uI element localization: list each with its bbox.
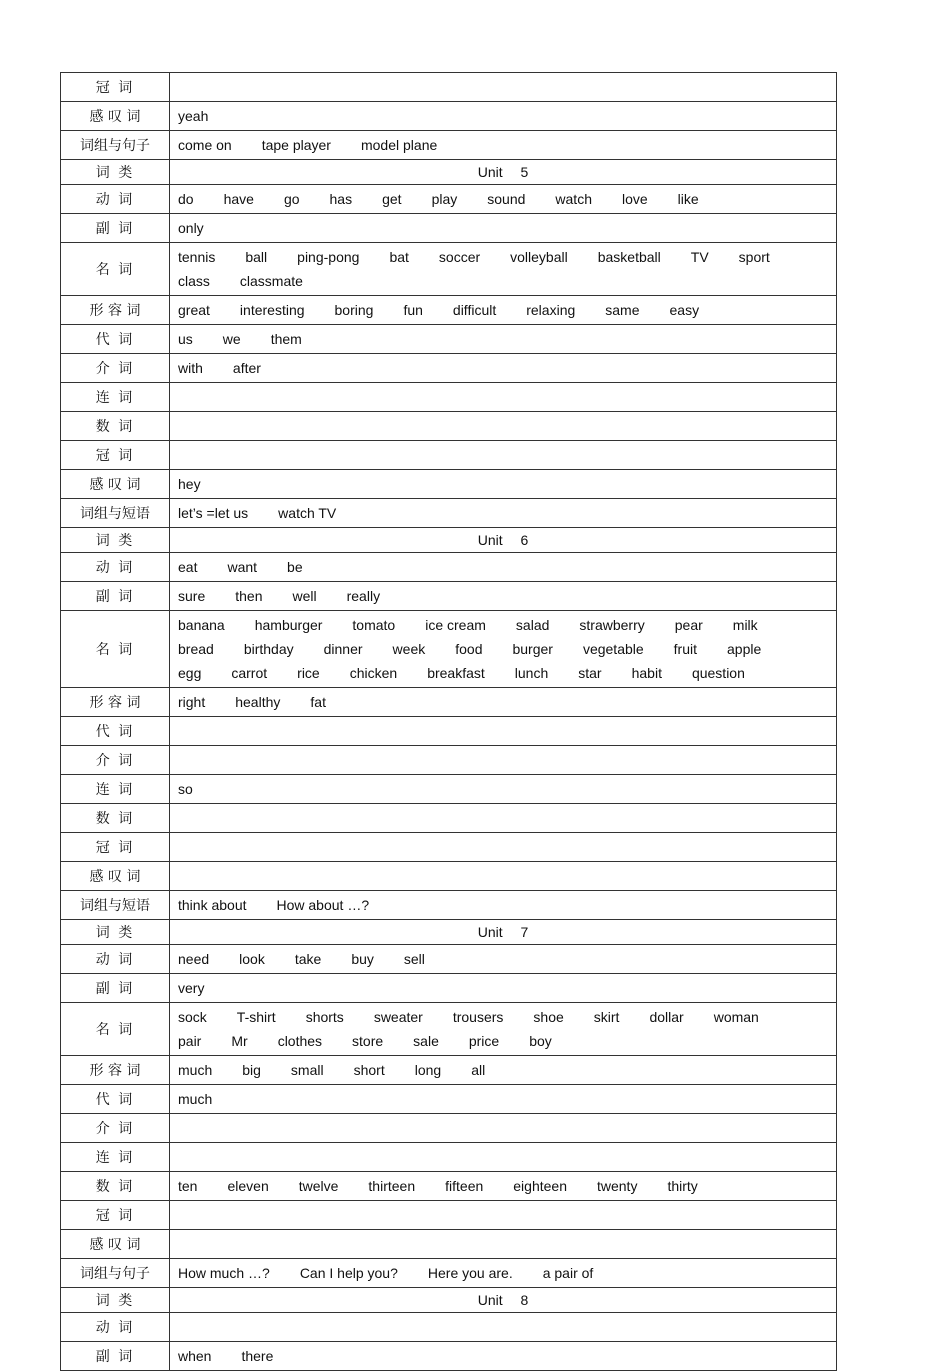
word: has	[329, 191, 353, 207]
word-line	[178, 1145, 836, 1169]
word-line	[178, 947, 836, 971]
word-line	[178, 1203, 836, 1227]
word: look	[239, 951, 265, 967]
words-cell	[170, 717, 837, 746]
word: How much …?	[178, 1265, 270, 1281]
category-cell: 介 词	[61, 354, 170, 383]
table-row	[61, 131, 837, 160]
word-line	[178, 637, 836, 661]
words-cell	[170, 1342, 837, 1371]
category-cell: 代 词	[61, 717, 170, 746]
category-cell: 词组与短语	[61, 891, 170, 920]
table-row	[61, 441, 837, 470]
table-row	[61, 185, 837, 214]
table-row	[61, 1342, 837, 1371]
word: woman	[713, 1009, 759, 1025]
word-line	[178, 661, 836, 685]
word: right	[178, 694, 206, 710]
table-row	[61, 296, 837, 325]
word: thirty	[667, 1178, 698, 1194]
table-row	[61, 499, 837, 528]
words-cell	[170, 945, 837, 974]
word: How about …?	[276, 897, 370, 913]
word: small	[290, 1062, 324, 1078]
word: play	[431, 191, 458, 207]
table-row	[61, 354, 837, 383]
word: come on	[178, 137, 232, 153]
word: be	[287, 559, 303, 575]
words-cell	[170, 102, 837, 131]
word: healthy	[235, 694, 281, 710]
words-cell	[170, 804, 837, 833]
category-cell: 形 容 词	[61, 1056, 170, 1085]
words-cell	[170, 891, 837, 920]
unit-title: Unit 6	[477, 532, 529, 548]
word-line	[178, 245, 836, 269]
word: apple	[727, 641, 762, 657]
unit-title: Unit 5	[477, 164, 529, 180]
word-line	[178, 777, 836, 801]
category-cell: 副 词	[61, 214, 170, 243]
word: interesting	[239, 302, 305, 318]
category-cell: 感 叹 词	[61, 862, 170, 891]
category-cell: 词组与句子	[61, 131, 170, 160]
word: classmate	[239, 273, 303, 289]
word: habit	[631, 665, 662, 681]
word: like	[677, 191, 699, 207]
word: sport	[738, 249, 770, 265]
category-cell: 连 词	[61, 383, 170, 412]
table-row	[61, 73, 837, 102]
word: there	[241, 1348, 274, 1364]
category-cell: 副 词	[61, 1342, 170, 1371]
word: great	[178, 302, 210, 318]
words-cell	[170, 862, 837, 891]
word-line	[178, 1174, 836, 1198]
word-line	[178, 443, 836, 467]
word: vegetable	[582, 641, 644, 657]
word: boring	[334, 302, 374, 318]
words-cell	[170, 73, 837, 102]
table-row	[61, 862, 837, 891]
word: hey	[178, 476, 201, 492]
word: fun	[403, 302, 423, 318]
word: birthday	[243, 641, 294, 657]
unit-title-cell	[170, 528, 837, 553]
word: then	[235, 588, 263, 604]
category-cell: 冠 词	[61, 73, 170, 102]
table-row	[61, 325, 837, 354]
word-line	[178, 327, 836, 351]
category-cell: 名 词	[61, 243, 170, 296]
word: T-shirt	[236, 1009, 276, 1025]
words-cell	[170, 412, 837, 441]
word: think about	[178, 897, 247, 913]
unit-header-row	[61, 1288, 837, 1313]
word: sell	[403, 951, 425, 967]
word: take	[294, 951, 322, 967]
word-line	[178, 976, 836, 1000]
word: question	[691, 665, 745, 681]
table-row	[61, 553, 837, 582]
words-cell	[170, 974, 837, 1003]
words-cell	[170, 131, 837, 160]
category-cell: 名 词	[61, 1003, 170, 1056]
word-line	[178, 690, 836, 714]
word: clothes	[277, 1033, 323, 1049]
words-cell	[170, 296, 837, 325]
table-row	[61, 688, 837, 717]
word: watch	[555, 191, 592, 207]
word: so	[178, 781, 193, 797]
word: milk	[732, 617, 758, 633]
category-cell: 介 词	[61, 1114, 170, 1143]
vocabulary-document	[60, 72, 836, 1371]
word-line	[178, 75, 836, 99]
words-cell	[170, 1143, 837, 1172]
word-line	[178, 187, 836, 211]
word: hamburger	[254, 617, 323, 633]
word: banana	[178, 617, 225, 633]
word: well	[292, 588, 317, 604]
word: pear	[674, 617, 703, 633]
word: much	[178, 1062, 213, 1078]
word: with	[178, 360, 203, 376]
word: yeah	[178, 108, 209, 124]
category-cell: 词组与句子	[61, 1259, 170, 1288]
table-row	[61, 243, 837, 296]
word: a pair of	[542, 1265, 594, 1281]
word: we	[222, 331, 241, 347]
word: carrot	[231, 665, 268, 681]
table-row	[61, 1259, 837, 1288]
word: Can I help you?	[299, 1265, 398, 1281]
table-row	[61, 383, 837, 412]
unit-title-cell	[170, 1288, 837, 1313]
word: sound	[487, 191, 526, 207]
word: ball	[245, 249, 268, 265]
category-cell: 词 类	[61, 1288, 170, 1313]
word: us	[178, 331, 193, 347]
category-cell: 感 叹 词	[61, 470, 170, 499]
word-line	[178, 133, 836, 157]
word-line	[178, 555, 836, 579]
words-cell	[170, 441, 837, 470]
word: sale	[413, 1033, 439, 1049]
word: sure	[178, 588, 206, 604]
word: pair	[178, 1033, 202, 1049]
words-cell	[170, 354, 837, 383]
words-cell	[170, 746, 837, 775]
word: breakfast	[427, 665, 485, 681]
word: big	[242, 1062, 261, 1078]
table-row	[61, 470, 837, 499]
words-cell	[170, 775, 837, 804]
word: only	[178, 220, 204, 236]
word: chicken	[349, 665, 398, 681]
word: sweater	[373, 1009, 423, 1025]
words-cell	[170, 499, 837, 528]
words-cell	[170, 243, 837, 296]
table-row	[61, 582, 837, 611]
unit-title-cell	[170, 160, 837, 185]
table-row	[61, 804, 837, 833]
word: twelve	[298, 1178, 339, 1194]
word-line	[178, 1315, 836, 1339]
category-cell: 词 类	[61, 160, 170, 185]
word: buy	[351, 951, 374, 967]
table-row	[61, 1085, 837, 1114]
table-row	[61, 746, 837, 775]
word: price	[468, 1033, 500, 1049]
word-line	[178, 613, 836, 637]
unit-header-row	[61, 920, 837, 945]
word: love	[621, 191, 648, 207]
word: thirteen	[368, 1178, 416, 1194]
word: shorts	[305, 1009, 344, 1025]
words-cell	[170, 1114, 837, 1143]
word: class	[178, 273, 210, 289]
word: fruit	[673, 641, 698, 657]
word: sock	[178, 1009, 207, 1025]
category-cell: 数 词	[61, 1172, 170, 1201]
table-row	[61, 775, 837, 804]
table-row	[61, 1003, 837, 1056]
word: food	[455, 641, 483, 657]
word-line	[178, 1261, 836, 1285]
word: let’s =let us	[178, 505, 249, 521]
word-line	[178, 1029, 836, 1053]
table-row	[61, 974, 837, 1003]
word: when	[178, 1348, 212, 1364]
word: boy	[529, 1033, 552, 1049]
category-cell: 数 词	[61, 804, 170, 833]
category-cell: 名 词	[61, 611, 170, 688]
unit-header-row	[61, 528, 837, 553]
word: get	[382, 191, 402, 207]
word: star	[578, 665, 602, 681]
category-cell: 形 容 词	[61, 296, 170, 325]
table-row	[61, 1230, 837, 1259]
word-line	[178, 806, 836, 830]
word-line	[178, 719, 836, 743]
word-line	[178, 216, 836, 240]
category-cell: 冠 词	[61, 441, 170, 470]
word: much	[178, 1091, 213, 1107]
word: eighteen	[513, 1178, 567, 1194]
words-cell	[170, 1056, 837, 1085]
word-line	[178, 104, 836, 128]
category-cell: 副 词	[61, 974, 170, 1003]
word-line	[178, 1005, 836, 1029]
category-cell: 动 词	[61, 945, 170, 974]
category-cell: 词 类	[61, 920, 170, 945]
table-row	[61, 1114, 837, 1143]
word: TV	[690, 249, 709, 265]
word: need	[178, 951, 210, 967]
word-line	[178, 584, 836, 608]
word: go	[283, 191, 300, 207]
unit-header-row	[61, 160, 837, 185]
word: shoe	[533, 1009, 564, 1025]
words-cell	[170, 383, 837, 412]
category-cell: 动 词	[61, 185, 170, 214]
word: relaxing	[526, 302, 576, 318]
table-row	[61, 1201, 837, 1230]
table-row	[61, 945, 837, 974]
category-cell: 词组与短语	[61, 499, 170, 528]
category-cell: 感 叹 词	[61, 102, 170, 131]
word: them	[270, 331, 302, 347]
table-row	[61, 214, 837, 243]
word: skirt	[593, 1009, 620, 1025]
word: egg	[178, 665, 202, 681]
words-cell	[170, 688, 837, 717]
vocabulary-table-body	[61, 73, 837, 1371]
word: short	[353, 1062, 385, 1078]
category-cell: 连 词	[61, 775, 170, 804]
words-cell	[170, 325, 837, 354]
word: difficult	[452, 302, 497, 318]
word-line	[178, 472, 836, 496]
table-row	[61, 412, 837, 441]
word-line	[178, 385, 836, 409]
word: model plane	[360, 137, 438, 153]
category-cell: 代 词	[61, 325, 170, 354]
word: dollar	[649, 1009, 684, 1025]
word-line	[178, 864, 836, 888]
word-line	[178, 501, 836, 525]
word: eleven	[227, 1178, 269, 1194]
word: long	[414, 1062, 442, 1078]
word-line	[178, 748, 836, 772]
vocabulary-table	[60, 72, 837, 1371]
words-cell	[170, 470, 837, 499]
word-line	[178, 1087, 836, 1111]
category-cell: 冠 词	[61, 1201, 170, 1230]
word-line	[178, 1116, 836, 1140]
word: week	[392, 641, 426, 657]
word-line	[178, 1058, 836, 1082]
word: Mr	[231, 1033, 248, 1049]
word: do	[178, 191, 194, 207]
words-cell	[170, 1313, 837, 1342]
word: easy	[669, 302, 700, 318]
category-cell: 介 词	[61, 746, 170, 775]
word: strawberry	[579, 617, 645, 633]
word-line	[178, 1344, 836, 1368]
word: soccer	[438, 249, 481, 265]
word: rice	[297, 665, 320, 681]
table-row	[61, 1056, 837, 1085]
category-cell: 动 词	[61, 553, 170, 582]
category-cell: 词 类	[61, 528, 170, 553]
unit-title-cell	[170, 920, 837, 945]
word-line	[178, 356, 836, 380]
words-cell	[170, 214, 837, 243]
word: tennis	[178, 249, 216, 265]
word: ten	[178, 1178, 198, 1194]
word: fat	[310, 694, 326, 710]
table-row	[61, 1172, 837, 1201]
word: bat	[389, 249, 409, 265]
table-row	[61, 1313, 837, 1342]
words-cell	[170, 1003, 837, 1056]
words-cell	[170, 833, 837, 862]
words-cell	[170, 1259, 837, 1288]
words-cell	[170, 582, 837, 611]
word: same	[605, 302, 640, 318]
word: burger	[512, 641, 553, 657]
words-cell	[170, 1201, 837, 1230]
word-line	[178, 298, 836, 322]
words-cell	[170, 1230, 837, 1259]
unit-title: Unit 7	[477, 924, 529, 940]
category-cell: 感 叹 词	[61, 1230, 170, 1259]
words-cell	[170, 611, 837, 688]
table-row	[61, 102, 837, 131]
category-cell: 连 词	[61, 1143, 170, 1172]
table-row	[61, 891, 837, 920]
table-row	[61, 611, 837, 688]
word: all	[471, 1062, 486, 1078]
category-cell: 冠 词	[61, 833, 170, 862]
category-cell: 形 容 词	[61, 688, 170, 717]
words-cell	[170, 553, 837, 582]
word: twenty	[596, 1178, 638, 1194]
words-cell	[170, 185, 837, 214]
word: want	[227, 559, 258, 575]
word-line	[178, 269, 836, 293]
word: watch TV	[278, 505, 337, 521]
table-row	[61, 833, 837, 862]
word: ping-pong	[297, 249, 360, 265]
category-cell: 代 词	[61, 1085, 170, 1114]
word-line	[178, 893, 836, 917]
word-line	[178, 1232, 836, 1256]
word: dinner	[323, 641, 363, 657]
unit-title: Unit 8	[477, 1292, 529, 1308]
table-row	[61, 1143, 837, 1172]
word: ice cream	[425, 617, 486, 633]
word: trousers	[452, 1009, 504, 1025]
word: very	[178, 980, 205, 996]
word: eat	[178, 559, 198, 575]
word: have	[223, 191, 254, 207]
word: tape player	[261, 137, 331, 153]
word: really	[346, 588, 381, 604]
word: salad	[515, 617, 550, 633]
word: fifteen	[445, 1178, 484, 1194]
word-line	[178, 414, 836, 438]
category-cell: 数 词	[61, 412, 170, 441]
word: lunch	[514, 665, 549, 681]
table-row	[61, 717, 837, 746]
category-cell: 动 词	[61, 1313, 170, 1342]
category-cell: 副 词	[61, 582, 170, 611]
word: store	[352, 1033, 384, 1049]
word: Here you are.	[427, 1265, 513, 1281]
word: after	[232, 360, 261, 376]
word-line	[178, 835, 836, 859]
words-cell	[170, 1085, 837, 1114]
word: tomato	[352, 617, 396, 633]
word: bread	[178, 641, 214, 657]
word: basketball	[597, 249, 661, 265]
word: volleyball	[510, 249, 568, 265]
words-cell	[170, 1172, 837, 1201]
